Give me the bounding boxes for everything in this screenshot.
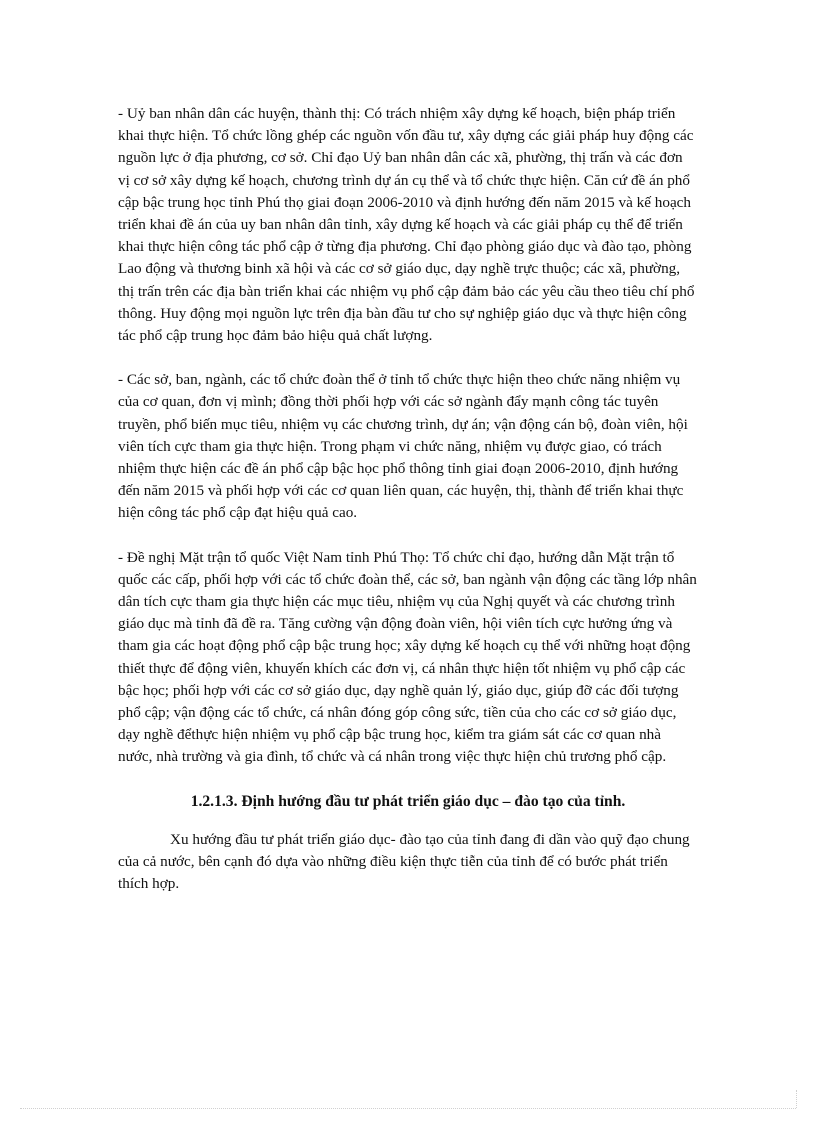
section-heading: 1.2.1.3. Định hướng đầu tư phát triển giáo dục – đào tạo của tỉnh. (190, 792, 626, 810)
paragraph-investment-trend: Xu hướng đầu tư phát triển giáo dục- đào tạo của tỉnh đang đi dần vào quỹ đạo chung của cả nước, bên cạnh đó dựa vào những điều kiện thực tiễn của tỉnh để có bước phát triển thích hợp. (118, 830, 690, 893)
page-corner-border (796, 1090, 797, 1108)
page-bottom-border (20, 1108, 796, 1109)
paragraph-fatherland-front: - Đề nghị Mặt trận tổ quốc Việt Nam tỉnh Phú Thọ: Tổ chức chỉ đạo, hướng dẫn Mặt trận tổ quốc các cấp, phối hợp với các tổ chức đoàn thể, các sở, ban ngành vận động các tầng lớp nhân dân tích cực tham gia thực hiện các mục tiêu, nhiệm vụ của Nghị quyết và các chương trình giáo dục mà tỉnh đã đề ra. Tăng cường vận động đoàn viên, hội viên tích cực hưởng ứng và tham gia các hoạt động phổ cập bậc trung học; xây dựng kế hoạch cụ thể với những hoạt động thiết thực để động viên, khuyến khích các đơn vị, cá nhân thực hiện tốt nhiệm vụ phổ cập các bậc học; phối hợp với các cơ sở giáo dục, dạy nghề quản lý, giáo dục, giúp đỡ các đối tượng phổ cập; vận động các tổ chức, cá nhân đóng góp công sức, tiền của cho các cơ sở giáo dục, dạy nghề đểthực hiện nhiệm vụ phổ cập bậc trung học, kiểm tra giám sát các cơ quan nhà nước, nhà trường và gia đình, tổ chức và cá nhân trong việc thực hiện chủ trương phổ cập. (118, 548, 697, 766)
paragraph-departments: - Các sở, ban, ngành, các tổ chức đoàn thể ở tỉnh tổ chức thực hiện theo chức năng nhiệm vụ của cơ quan, đơn vị mình; đồng thời phối hợp với các sở ngành đẩy mạnh công tác tuyên truyền, phổ biến mục tiêu, nhiệm vụ các chương trình, dự án; vận động cán bộ, đoàn viên, hội viên tích cực tham gia thực hiện. Trong phạm vi chức năng, nhiệm vụ được giao, có trách nhiệm thực hiện các đề án phổ cập bậc học phổ thông tỉnh giai đoạn 2006-2010, định hướng đến năm 2015 và phối hợp với các cơ quan liên quan, các huyện, thị, thành để triển khai thực hiện công tác phổ cập đạt hiệu quả cao. (118, 371, 688, 522)
paragraph-district-committees: - Uỷ ban nhân dân các huyện, thành thị: Có trách nhiệm xây dựng kế hoạch, biện pháp triển khai thực hiện. Tổ chức lồng ghép các nguồn vốn đầu tư, xây dựng các giải pháp huy động các nguồn lực ở địa phương, cơ sở. Chỉ đạo Uỷ ban nhân dân các xã, phường, thị trấn và các đơn vị cơ sở xây dựng kế hoạch, chương trình dự án cụ thể và tổ chức thực hiện. Căn cứ đề án phổ cập bậc trung học tỉnh Phú thọ giai đoạn 2006-2010 và định hướng đến năm 2015 và kế hoạch triển khai đề án của uy ban nhân dân tỉnh, xây dựng kế hoạch và các giải pháp cụ thể để triển khai thực hiện công tác phổ cập ở từng địa phương. Chỉ đạo phòng giáo dục và đào tạo, phòng Lao động và thương binh xã hội và các cơ sở giáo dục, dạy nghề trực thuộc; các xã, phường, thị trấn trên các địa bàn triển khai các nhiệm vụ phổ cập đảm bảo các yêu cầu theo tiêu chí phổ thông. Huy động mọi nguồn lực trên địa bàn đầu tư cho sự nghiệp giáo dục và thực hiện công tác phổ cập trung học đảm bảo hiệu quả chất lượng. (118, 105, 695, 345)
document-body (118, 103, 698, 896)
